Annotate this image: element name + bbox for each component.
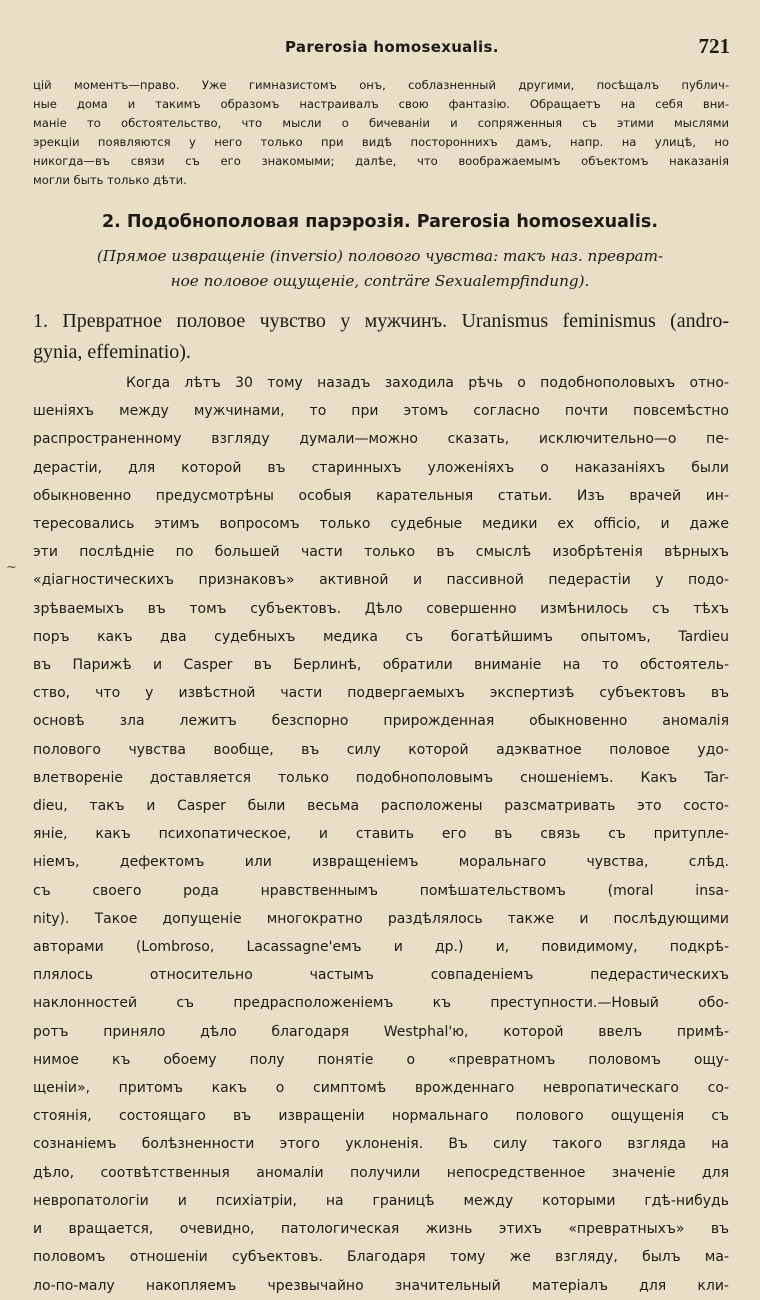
text-line: сознаніемъ болѣзненности этого уклоненія. Въ силу такого взгляда на [33,1136,729,1153]
text-line: авторами (Lombroso, Lacassagne'емъ и др.) и, повидимому, подкрѣ- [33,939,729,956]
margin-mark: ~ [6,560,17,575]
text-line: дерастіи, для которой въ старинныхъ уложеніяхъ о наказаніяхъ были [33,459,729,476]
text-line: nity). Такое допущеніе многократно раздѣлялось также и послѣдующими [33,910,729,927]
text-line: невропатологіи и психіатріи, на границѣ между которыми гдѣ-нибудь [33,1192,729,1209]
text-line: ніемъ, дефектомъ или извращеніемъ моральнаго чувства, слѣд. [33,854,729,871]
text-line: никогда—въ связи съ его знакомыми; далѣе, что воображаемымъ объектомъ наказанія [33,154,729,168]
text-line: полового чувства вообще, въ силу которой адэкватное половое удо- [33,741,729,758]
text-line: ные дома и такимъ образомъ настраивалъ свою фантазію. Обращаетъ на себя вни- [33,97,729,111]
text-line: ротъ приняло дѣло благодаря Westphal'ю, которой ввелъ примѣ- [33,1023,729,1040]
text-line: въ Парижѣ и Casper въ Берлинѣ, обратили вниманіе на то обстоятель- [33,657,729,674]
text-line: яніе, какъ психопатическое, и ставить его въ связь съ притупле- [33,826,729,843]
text-line: стоянія, состоящаго въ извращеніи нормальнаго полового ощущенія съ [33,1108,729,1125]
text-line: ство, что у извѣстной части подвергаемыхъ экспертизѣ субъектовъ въ [33,685,729,702]
text-line: эти послѣдніе по большей части только въ смыслѣ изобрѣтенія вѣрныхъ [33,544,729,561]
running-title: Parerosia homosexualis. [285,38,499,56]
body-paragraph [33,369,729,1300]
text-line: половомъ отношеніи субъектовъ. Благодаря тому же взгляду, былъ ма- [33,1249,729,1266]
text-line: эрекціи появляются у него только при видѣ постороннихъ дамъ, напр. на улицѣ, но [33,135,729,149]
text-line: могли быть только дѣти. [33,173,187,187]
continued-paragraph [33,76,729,190]
text-line: наклонностей съ предрасположеніемъ къ преступности.—Новый обо- [33,995,729,1012]
text-line: и вращается, очевидно, патологическая жизнь этихъ «превратныхъ» въ [33,1221,729,1238]
text-line: dieu, такъ и Casper были весьма расположены разсматривать это состо- [33,798,729,815]
text-line: маніе то обстоятельство, что мысли о бичеваніи и сопряженныя съ этими мыслями [33,116,729,130]
text-line: шеніяхъ между мужчинами, то при этомъ согласно почти повсемѣстно [33,403,729,420]
subsection-line: 1. Превратное половое чувство у мужчинъ. Uranismus feminismus (andro- [33,310,729,332]
subsection-heading [33,306,729,368]
subtitle-line: (Прямое извращеніе (inversio) полового чувства: такъ наз. преврат- [96,247,664,265]
subtitle-line: ное половое ощущеніе, conträre Sexualempfindung). [170,272,590,290]
text-line: Когда лѣтъ 30 тому назадъ заходила рѣчь о подобнополовыхъ отно- [126,375,729,391]
text-line: ло-по-малу накопляемъ чрезвычайно значительный матеріалъ для кли- [33,1277,729,1294]
subsection-line: gynia, effeminatio). [33,341,191,363]
text-line: плялось относительно частымъ совпаденіемъ педерастическихъ [33,967,729,984]
section-heading: 2. Подобнополовая парэрозія. Parerosia homosexualis. [101,212,658,232]
text-line: «діагностическихъ признаковъ» активной и пассивной педерастіи у подо- [33,572,729,589]
text-line: распространенному взгляду думали—можно сказать, исключительно—о пе- [33,431,729,448]
text-line: основѣ зла лежитъ безспорно прирожденная обыкновенно аномалія [33,713,729,730]
section-subtitle [48,244,712,294]
text-line: цій моментъ—право. Уже гимназистомъ онъ, соблазненный другими, посѣщалъ публич- [33,78,729,92]
text-line: обыкновенно предусмотрѣны особыя карательныя статьи. Изъ врачей ин- [33,487,729,504]
text-line: съ своего рода нравственнымъ помѣшательствомъ (moral insa- [33,882,729,899]
text-line: нимое къ обоему полу понятіе о «превратномъ половомъ ощу- [33,1051,729,1068]
running-header [30,34,730,62]
text-line: поръ какъ два судебныхъ медика съ богатѣйшимъ опытомъ, Tardieu [33,628,729,645]
text-line: зрѣваемыхъ въ томъ субъектовъ. Дѣло совершенно измѣнилось съ тѣхъ [33,600,729,617]
text-line: щеніи», притомъ какъ о симптомѣ врожденнаго невропатическаго со- [33,1080,729,1097]
page-number: 721 [698,34,730,58]
text-line: тересовались этимъ вопросомъ только судебные медики ex officio, и даже [33,516,729,533]
text-line: дѣло, соотвѣтственныя аномаліи получили непосредственное значеніе для [33,1164,729,1181]
text-line: влетвореніе доставляется только подобнополовымъ сношеніемъ. Какъ Tar- [33,769,729,786]
